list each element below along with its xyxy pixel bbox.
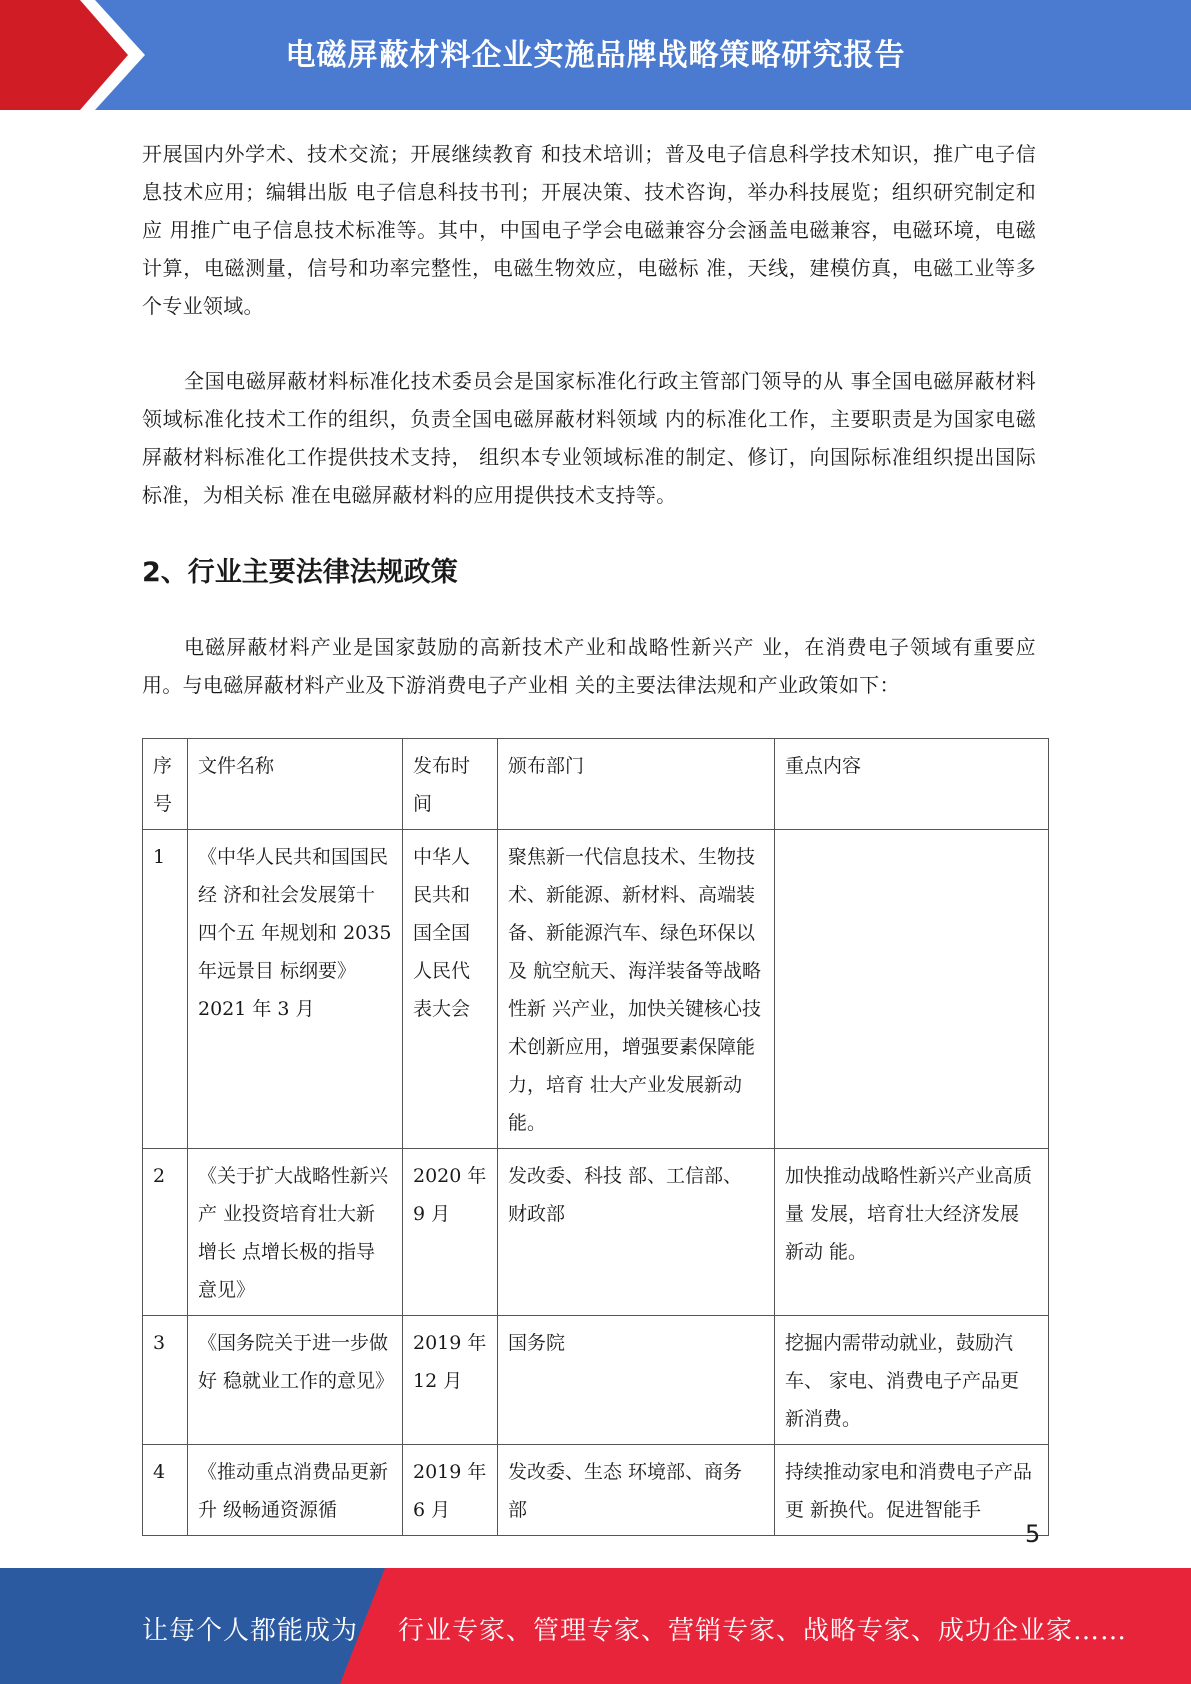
cell-dept: 聚焦新一代信息技术、生物技 术、新能源、新材料、高端装 备、新能源汽车、绿色环保以及 航空航天、海洋装备等战略性新 兴产业，加快关键核心技术创新应用，增强要素保障能力，培育 壮大产业发展新动能。 bbox=[498, 830, 775, 1149]
footer-slogan-left: 让每个人都能成为 bbox=[142, 1616, 359, 1646]
header-no: 序号 bbox=[143, 739, 188, 830]
table-header-row bbox=[143, 739, 1049, 830]
header-name: 文件名称 bbox=[188, 739, 403, 830]
page-footer bbox=[0, 1568, 1191, 1684]
page-header bbox=[0, 0, 1191, 110]
cell-dept: 国务院 bbox=[498, 1316, 775, 1445]
body-paragraph-2-container bbox=[142, 362, 1036, 514]
header-content: 重点内容 bbox=[775, 739, 1049, 830]
body-paragraph-3-container bbox=[142, 628, 1036, 704]
table-row bbox=[143, 830, 1049, 1149]
cell-name: 《关于扩大战略性新兴产 业投资培育壮大新增长 点增长极的指导意见》 bbox=[188, 1149, 403, 1316]
cell-no: 3 bbox=[143, 1316, 188, 1445]
cell-name: 《国务院关于进一步做好 稳就业工作的意见》 bbox=[188, 1316, 403, 1445]
cell-no: 1 bbox=[143, 830, 188, 1149]
cell-no: 2 bbox=[143, 1149, 188, 1316]
cell-date: 中华人民共和国全国人民代表大会 bbox=[403, 830, 498, 1149]
cell-content: 持续推动家电和消费电子产品更 新换代。促进智能手 bbox=[775, 1445, 1049, 1536]
footer-slogan-right: 行业专家、管理专家、营销专家、战略专家、成功企业家…… bbox=[398, 1616, 1128, 1646]
header-dept: 颁布部门 bbox=[498, 739, 775, 830]
policy-table bbox=[142, 738, 1049, 1536]
cell-content: 加快推动战略性新兴产业高质量 发展，培育壮大经济发展新动 能。 bbox=[775, 1149, 1049, 1316]
cell-no: 4 bbox=[143, 1445, 188, 1536]
page-number: 5 bbox=[1025, 1520, 1041, 1548]
body-paragraph-1-container bbox=[142, 135, 1036, 325]
body-paragraph-2: 全国电磁屏蔽材料标准化技术委员会是国家标准化行政主管部门领导的从 事全国电磁屏蔽材料领域标准化技术工作的组织，负责全国电磁屏蔽材料领域 内的标准化工作，主要职责是为国家电磁屏蔽材料标准化工作提供技术支持， 组织本专业领域标准的制定、修订，向国际标准组织提出国际标准，为相关标 准在电磁屏蔽材料的应用提供技术支持等。 bbox=[142, 369, 1036, 507]
header-date: 发布时间 bbox=[403, 739, 498, 830]
cell-date: 2019 年 12 月 bbox=[403, 1316, 498, 1445]
table-row bbox=[143, 1316, 1049, 1445]
cell-date: 2019 年 6 月 bbox=[403, 1445, 498, 1536]
cell-content bbox=[775, 830, 1049, 1149]
document-title: 电磁屏蔽材料企业实施品牌战略策略研究报告 bbox=[285, 38, 906, 73]
cell-dept: 发改委、生态 环境部、商务 部 bbox=[498, 1445, 775, 1536]
body-paragraph-3: 电磁屏蔽材料产业是国家鼓励的高新技术产业和战略性新兴产 业，在消费电子领域有重要应用。与电磁屏蔽材料产业及下游消费电子产业相 关的主要法律法规和产业政策如下： bbox=[142, 635, 1036, 697]
table-row bbox=[143, 1149, 1049, 1316]
cell-name: 《推动重点消费品更新升 级畅通资源循 bbox=[188, 1445, 403, 1536]
cell-dept: 发改委、科技 部、工信部、 财政部 bbox=[498, 1149, 775, 1316]
cell-name: 《中华人民共和国国民经 济和社会发展第十四个五 年规划和 2035 年远景目 标纲要》2021 年 3 月 bbox=[188, 830, 403, 1149]
table-row bbox=[143, 1445, 1049, 1536]
cell-date: 2020 年 9 月 bbox=[403, 1149, 498, 1316]
section-heading: 2、行业主要法律法规政策 bbox=[142, 557, 458, 588]
cell-content: 挖掘内需带动就业，鼓励汽车、 家电、消费电子产品更新消费。 bbox=[775, 1316, 1049, 1445]
body-paragraph-1: 开展国内外学术、技术交流；开展继续教育 和技术培训；普及电子信息科学技术知识，推广电子信息技术应用；编辑出版 电子信息科技书刊；开展决策、技术咨询，举办科技展览；组织研究制定和应 用推广电子信息技术标准等。其中，中国电子学会电磁兼容分会涵盖电磁兼容，电磁环境，电磁计算，电磁测量，信号和功率完整性，电磁生物效应，电磁标 准，天线，建模仿真，电磁工业等多个专业领域。 bbox=[142, 142, 1036, 318]
